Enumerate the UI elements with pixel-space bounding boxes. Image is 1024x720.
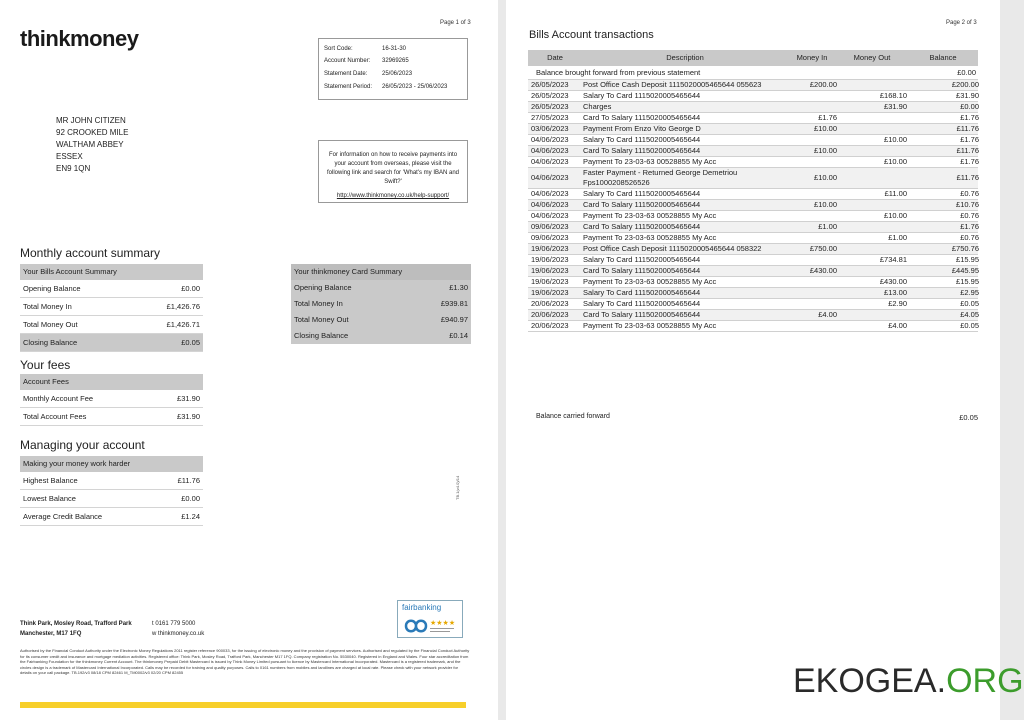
transaction-date: 19/06/2023 [531, 277, 569, 286]
transaction-balance: £0.76 [960, 233, 979, 242]
transaction-row [528, 135, 978, 146]
transaction-row [528, 255, 978, 266]
transactions-table [528, 50, 978, 332]
transaction-row [528, 222, 978, 233]
transaction-balance: £445.95 [951, 266, 979, 275]
transaction-balance: £0.05 [960, 299, 979, 308]
managing-table [20, 456, 203, 526]
col-money-in: Money In [796, 53, 828, 62]
fees-header: Account Fees [20, 374, 203, 390]
brought-forward-row: Balance brought forward from previous statement £0.00 [528, 66, 978, 80]
transaction-money-in: £10.00 [814, 173, 837, 182]
fairbanking-label: fairbanking [402, 603, 442, 612]
statement-page-2 [506, 0, 1000, 720]
transaction-balance: £31.90 [956, 91, 979, 100]
transaction-money-out: £4.00 [888, 321, 907, 330]
transaction-description: Salary To Card 1115020005465644 [583, 255, 701, 264]
transaction-description: Card To Salary 1115020005465644 [583, 146, 701, 155]
svg-text:★★★★: ★★★★ [430, 619, 456, 627]
col-balance: Balance [929, 53, 957, 62]
transaction-description: Salary To Card 1115020005465644 [583, 135, 701, 144]
transaction-money-in: £4.00 [818, 310, 837, 319]
transaction-description: Payment From Enzo Vito George D [583, 124, 701, 133]
contact-details [152, 619, 204, 639]
transaction-balance: £750.76 [951, 244, 979, 253]
col-money-out: Money Out [853, 53, 891, 62]
customer-address [56, 115, 128, 175]
address-line: MR JOHN CITIZEN [56, 116, 126, 125]
bills-summary-header: Your Bills Account Summary [20, 264, 203, 280]
transaction-date: 19/06/2023 [531, 266, 569, 275]
footer-yellow-bar [20, 702, 466, 708]
transaction-date: 27/05/2023 [531, 113, 569, 122]
table-row: Highest Balance £11.76 [20, 472, 203, 490]
transaction-row [528, 80, 978, 91]
transaction-row [528, 102, 978, 113]
statement-period-label: Statement Period: [324, 84, 373, 90]
transaction-description: Salary To Card 1115020005465644 [583, 288, 701, 297]
transaction-date: 03/06/2023 [531, 124, 569, 133]
transaction-balance: £0.76 [960, 189, 979, 198]
transaction-row [528, 200, 978, 211]
transaction-date: 19/06/2023 [531, 288, 569, 297]
transaction-row [528, 157, 978, 168]
side-code: TB.1(v4.0)/14 [455, 475, 460, 500]
transaction-row [528, 321, 978, 332]
table-row: Average Credit Balance £1.24 [20, 508, 203, 526]
thinkmoney-logo: thinkmoney [20, 26, 139, 51]
statement-page-1 [0, 0, 498, 720]
transaction-date: 04/06/2023 [531, 200, 569, 209]
transaction-description: Card To Salary 1115020005465644 [583, 200, 701, 209]
transaction-money-out: £31.90 [884, 102, 907, 111]
transaction-money-in: £1.76 [818, 113, 837, 122]
transaction-date: 19/06/2023 [531, 255, 569, 264]
transaction-date: 20/06/2023 [531, 310, 569, 319]
transaction-date: 20/06/2023 [531, 299, 569, 308]
transaction-money-in: £1.00 [818, 222, 837, 231]
transaction-row [528, 124, 978, 135]
transaction-balance: £0.00 [960, 102, 979, 111]
col-date: Date [547, 53, 563, 62]
fairbanking-logo-icon [402, 615, 460, 637]
address-line: 92 CROOKED MILE [56, 128, 129, 137]
transaction-date: 04/06/2023 [531, 189, 569, 198]
table-row: Total Account Fees £31.90 [20, 408, 203, 426]
managing-title: Managing your account [20, 438, 145, 452]
statement-period-value: 26/05/2023 - 25/06/2023 [382, 84, 448, 90]
transaction-description: Salary To Card 1115020005465644 [583, 91, 701, 100]
fairbanking-badge [397, 600, 463, 638]
transaction-description: Payment To 23-03-63 00528855 My Acc [583, 157, 717, 166]
transaction-money-out: £13.00 [884, 288, 907, 297]
managing-header: Making your money work harder [20, 456, 203, 472]
col-description: Description [666, 53, 704, 62]
transaction-balance: £15.95 [956, 277, 979, 286]
website-link[interactable]: w thinkmoney.co.uk [152, 631, 205, 637]
transaction-money-in: £10.00 [814, 146, 837, 155]
bills-summary-table [20, 264, 203, 352]
transaction-money-out: £1.00 [888, 233, 907, 242]
transaction-row [528, 299, 978, 310]
address-line: WALTHAM ABBEY [56, 140, 124, 149]
transaction-date: 04/06/2023 [531, 211, 569, 220]
transaction-date: 04/06/2023 [531, 157, 569, 166]
transaction-description: Faster Payment - Returned George Demetriou Fps1000208526526 [583, 168, 738, 187]
transaction-row [528, 91, 978, 102]
transaction-date: 04/06/2023 [531, 135, 569, 144]
transaction-money-in: £10.00 [814, 124, 837, 133]
address-line: EN9 1QN [56, 164, 91, 173]
iban-note: For information on how to receive payments into your account from overseas, please visit the following link and search for 'What's my IBAN and Swift?' [326, 152, 459, 185]
transaction-description: Charges [583, 102, 612, 111]
transaction-balance: £0.76 [960, 211, 979, 220]
transaction-money-out: £168.10 [879, 91, 907, 100]
transaction-row [528, 233, 978, 244]
account-info-box [318, 38, 468, 100]
transaction-description: Card To Salary 1115020005465644 [583, 310, 701, 319]
transaction-date: 09/06/2023 [531, 233, 569, 242]
transaction-money-out: £10.00 [884, 135, 907, 144]
transaction-date: 19/06/2023 [531, 244, 569, 253]
table-header [528, 50, 978, 66]
transaction-balance: £0.05 [960, 321, 979, 330]
transaction-description: Card To Salary 1115020005465644 [583, 222, 701, 231]
carried-forward-balance: £0.05 [959, 413, 978, 422]
transaction-money-in: £10.00 [814, 200, 837, 209]
transaction-balance: £200.00 [951, 80, 979, 89]
fees-table [20, 374, 203, 426]
address-line: ESSEX [56, 152, 83, 161]
carried-forward-label: Balance carried forward [536, 413, 610, 420]
table-row: Opening Balance £0.00 [20, 280, 203, 298]
company-address: Think Park, Mosley Road, Trafford Park Manchester, M17 1FQ [20, 621, 132, 637]
transaction-description: Salary To Card 1115020005465644 [583, 299, 701, 308]
transaction-money-out: £11.00 [884, 189, 907, 198]
transaction-row [528, 244, 978, 255]
transaction-balance: £15.95 [956, 255, 979, 264]
transaction-date: 04/06/2023 [531, 146, 569, 155]
transaction-balance: £2.95 [960, 288, 979, 297]
transactions-title: Bills Account transactions [529, 29, 654, 41]
transaction-balance: £10.76 [956, 200, 979, 209]
statement-date-label: Statement Date: [324, 71, 368, 77]
transaction-date: 26/05/2023 [531, 91, 569, 100]
transaction-row [528, 113, 978, 124]
card-summary-table [291, 264, 471, 344]
fees-title: Your fees [20, 358, 71, 372]
transaction-row [528, 146, 978, 157]
transaction-description: Salary To Card 1115020005465644 [583, 189, 701, 198]
transaction-description: Payment To 23-03-63 00528855 My Acc [583, 233, 717, 242]
transaction-row [528, 310, 978, 321]
phone-number: t 0161 779 5000 [152, 621, 196, 627]
account-number-value: 32969265 [382, 58, 409, 64]
table-row: Total Money In £939.81 [294, 299, 468, 308]
table-row: Opening Balance £1.30 [294, 283, 468, 292]
transaction-money-out: £10.00 [884, 157, 907, 166]
table-row: Closing Balance £0.14 [294, 331, 468, 340]
transaction-row [528, 189, 978, 200]
transaction-money-in: £430.00 [809, 266, 837, 275]
legal-text: Authorised by the Financial Conduct Authority under the Electronic Money Regulations 2011 register reference 900033, for the issuing of electronic money and the provision of payment services. Authorised and regulated by the Financial Conduct Authority for its consumer credit and insurance and mortgage mediation activities. Registered office: Think Park, Mosley Road, Trafford Park, Manchester M17 1FQ. Company registration No. 5530040. Registered in England and Wales. Four star accreditation from the Fairbanking Foundation for the thinkmoney Current Account. The thinkmoney Prepaid Debit Mastercard is issued by Think Money Limited pursuant to licence by Mastercard International Incorporated. Mastercard is a registered trademark, and the circles design is a trademark of Mastercard International Incorporated. Calls may be recorded for training and quality purposes. Calls to 0161 numbers from mobiles and landlines are charged at local rate. Please check with your network provider for details on your call package. TB.192/v3 08/18 CPM 82461 M_TM0002/v3 02/20 CPM 82455 [20, 648, 470, 675]
transaction-money-out: £430.00 [879, 277, 907, 286]
transaction-money-out: £2.90 [888, 299, 907, 308]
transaction-balance: £1.76 [960, 113, 979, 122]
transaction-money-in: £750.00 [809, 244, 837, 253]
table-row: Lowest Balance £0.00 [20, 490, 203, 508]
page-number: Page 2 of 3 [946, 20, 977, 26]
sort-code-value: 16-31-30 [382, 46, 407, 52]
account-number-label: Account Number: [324, 58, 371, 64]
help-support-link[interactable]: http://www.thinkmoney.co.uk/help-support/ [336, 193, 450, 199]
transaction-balance: £1.76 [960, 135, 979, 144]
statement-date-value: 25/06/2023 [382, 71, 413, 77]
transaction-row [528, 168, 978, 189]
transaction-description: Payment To 23-03-63 00528855 My Acc [583, 211, 717, 220]
monthly-summary-title: Monthly account summary [20, 246, 161, 260]
transaction-row [528, 277, 978, 288]
transaction-date: 20/06/2023 [531, 321, 569, 330]
transaction-money-out: £10.00 [884, 211, 907, 220]
transaction-balance: £11.76 [956, 173, 979, 182]
transaction-row [528, 211, 978, 222]
transaction-money-in: £200.00 [809, 80, 837, 89]
card-summary-header: Your thinkmoney Card Summary [291, 264, 471, 280]
transaction-description: Payment To 23-03-63 00528855 My Acc [583, 277, 717, 286]
transaction-balance: £11.76 [956, 124, 979, 133]
transaction-date: 04/06/2023 [531, 173, 569, 182]
transaction-row [528, 288, 978, 299]
transaction-date: 26/05/2023 [531, 102, 569, 111]
transaction-money-out: £734.81 [879, 255, 907, 264]
sort-code-label: Sort Code: [324, 46, 353, 52]
transaction-balance: £1.76 [960, 222, 979, 231]
transaction-description: Post Office Cash Deposit 1115020005465644 058322 [583, 244, 762, 253]
table-row: Total Money Out £940.97 [294, 315, 468, 324]
table-row: Total Money In £1,426.76 [20, 298, 203, 316]
transaction-balance: £1.76 [960, 157, 979, 166]
table-row: Monthly Account Fee £31.90 [20, 390, 203, 408]
transaction-description: Card To Salary 1115020005465644 [583, 266, 701, 275]
transaction-balance: £11.76 [956, 146, 979, 155]
transaction-balance: £4.05 [960, 310, 979, 319]
ekogea-watermark: EKOGEA.ORG [793, 662, 1024, 700]
transaction-description: Payment To 23-03-63 00528855 My Acc [583, 321, 717, 330]
transaction-date: 09/06/2023 [531, 222, 569, 231]
transaction-description: Post Office Cash Deposit 1115020005465644 055623 [583, 80, 762, 89]
iban-info-box [318, 140, 468, 203]
transaction-row [528, 266, 978, 277]
transaction-description: Card To Salary 1115020005465644 [583, 113, 701, 122]
table-row: Closing Balance £0.05 [20, 334, 203, 352]
table-row: Total Money Out £1,426.71 [20, 316, 203, 334]
transaction-date: 26/05/2023 [531, 80, 569, 89]
page-number: Page 1 of 3 [440, 20, 471, 26]
